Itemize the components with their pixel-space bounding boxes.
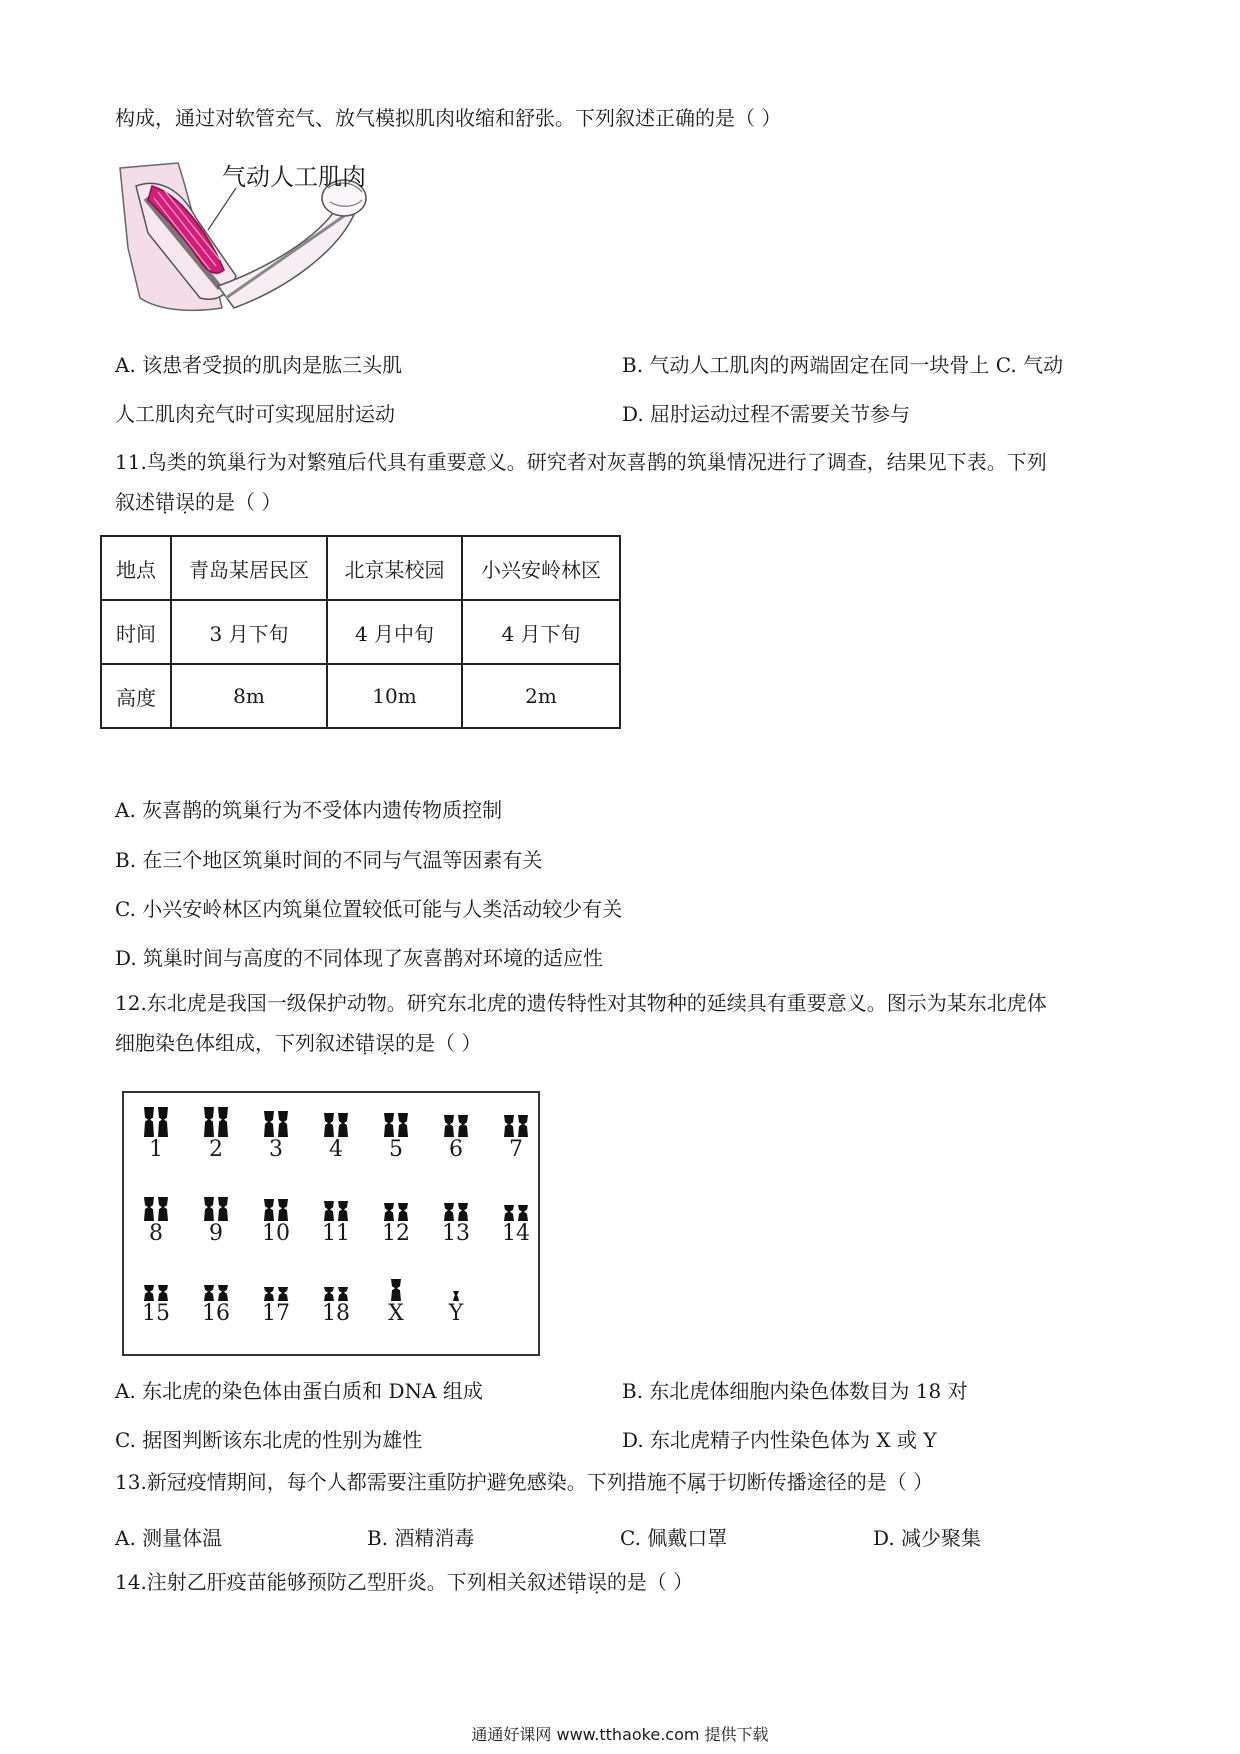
chromosome-pair bbox=[376, 1187, 416, 1247]
chromosome-label: 10 bbox=[262, 1221, 290, 1246]
chromosome-label: 18 bbox=[322, 1301, 350, 1326]
chromosome-label: 11 bbox=[322, 1221, 350, 1246]
q13-stem-post: 于切断传播途径的是（ ） bbox=[706, 1470, 934, 1494]
chromosome-pair bbox=[436, 1103, 476, 1163]
chromosome-label: 7 bbox=[509, 1137, 523, 1162]
chromosome-shape bbox=[384, 1203, 394, 1221]
q11-stem-line2 bbox=[115, 487, 281, 517]
emphasis-char: 误 bbox=[175, 490, 195, 514]
q12-stem-post: 的是（ ） bbox=[395, 1031, 482, 1055]
chromosome-label: 1 bbox=[149, 1137, 163, 1162]
emphasis-char: 不 bbox=[666, 1470, 687, 1494]
chromosome-shape bbox=[398, 1203, 408, 1221]
table-row bbox=[101, 664, 620, 728]
chromosome-shape bbox=[324, 1113, 334, 1137]
chromosome-label: 17 bbox=[262, 1301, 290, 1326]
chromosome-shape bbox=[338, 1113, 348, 1137]
q14-stem bbox=[115, 1567, 693, 1597]
chromosome-pair bbox=[436, 1267, 476, 1327]
chromosome-shape bbox=[444, 1203, 454, 1221]
chromosome-label: 4 bbox=[329, 1137, 343, 1162]
table-cell: 小兴安岭林区 bbox=[462, 536, 620, 600]
chromosome-label: 3 bbox=[269, 1137, 283, 1162]
table-row bbox=[101, 536, 620, 600]
chromosome-shape bbox=[144, 1107, 154, 1137]
chromosome-label: 16 bbox=[202, 1301, 230, 1326]
table-cell: 时间 bbox=[101, 600, 171, 664]
chromosome-icon bbox=[440, 1267, 472, 1301]
chromosome-icon bbox=[260, 1267, 292, 1301]
chromosome-shape bbox=[458, 1203, 468, 1221]
chromosome-shape bbox=[158, 1285, 168, 1301]
chromosome-shape bbox=[504, 1205, 514, 1221]
table-cell: 高度 bbox=[101, 664, 171, 728]
q14-stem-post: 的是（ ） bbox=[606, 1570, 694, 1594]
q12-stem-pre: 细胞染色体组成，下列叙述 bbox=[115, 1031, 355, 1055]
karyotype-figure bbox=[122, 1091, 540, 1356]
chromosome-icon bbox=[140, 1103, 172, 1137]
emphasis-char: 错 bbox=[566, 1570, 587, 1594]
table-cell: 8m bbox=[171, 664, 327, 728]
chromosome-pair bbox=[376, 1267, 416, 1327]
q11-stem-line1: 11.鸟类的筑巢行为对繁殖后代具有重要意义。研究者对灰喜鹊的筑巢情况进行了调查，结果见下表。下列 bbox=[115, 450, 1047, 474]
q10-stem-line: 构成，通过对软管充气、放气模拟肌肉收缩和舒张。下列叙述正确的是（ ） bbox=[115, 106, 782, 130]
chromosome-shape bbox=[264, 1111, 274, 1137]
chromosome-shape bbox=[278, 1287, 288, 1301]
q10-option-c: 人工肌肉充气时可实现屈肘运动 bbox=[115, 402, 395, 426]
q10-option-a: A. 该患者受损的肌肉是肱三头肌 bbox=[115, 353, 403, 377]
chromosome-pair bbox=[496, 1103, 536, 1163]
chromosome-shape bbox=[324, 1287, 334, 1301]
chromosome-icon bbox=[380, 1187, 412, 1221]
chromosome-shape bbox=[264, 1287, 274, 1301]
chromosome-icon bbox=[320, 1187, 352, 1221]
chromosome-shape bbox=[158, 1197, 168, 1221]
chromosome-pair bbox=[136, 1103, 176, 1163]
q12-option-a: A. 东北虎的染色体由蛋白质和 DNA 组成 bbox=[115, 1379, 483, 1403]
chromosome-icon bbox=[140, 1187, 172, 1221]
table-cell: 青岛某居民区 bbox=[171, 536, 327, 600]
chromosome-icon bbox=[440, 1187, 472, 1221]
chromosome-shape bbox=[144, 1197, 154, 1221]
table-cell: 地点 bbox=[101, 536, 171, 600]
chromosome-shape bbox=[218, 1285, 228, 1301]
chromosome-shape bbox=[218, 1197, 228, 1221]
chromosome-icon bbox=[140, 1267, 172, 1301]
q12-option-b: B. 东北虎体细胞内染色体数目为 18 对 bbox=[622, 1379, 968, 1403]
chromosome-shape bbox=[453, 1291, 459, 1301]
chromosome-pair bbox=[196, 1103, 236, 1163]
q12-option-d: D. 东北虎精子内性染色体为 X 或 Y bbox=[622, 1428, 937, 1452]
table-row bbox=[101, 600, 620, 664]
chromosome-pair bbox=[136, 1267, 176, 1327]
chromosome-label: X bbox=[388, 1301, 404, 1326]
table-cell: 3 月下旬 bbox=[171, 600, 327, 664]
chromosome-pair bbox=[316, 1187, 356, 1247]
chromosome-icon bbox=[260, 1103, 292, 1137]
chromosome-label: 9 bbox=[209, 1221, 223, 1246]
q10-option-d: D. 屈肘运动过程不需要关节参与 bbox=[622, 402, 911, 426]
chromosome-shape bbox=[458, 1115, 468, 1137]
chromosome-shape bbox=[338, 1287, 348, 1301]
chromosome-shape bbox=[384, 1113, 394, 1137]
q11-option-a: A. 灰喜鹊的筑巢行为不受体内遗传物质控制 bbox=[115, 798, 503, 822]
chromosome-label: 2 bbox=[209, 1137, 223, 1162]
footer-text: 通通好课网 www.tthaoke.com 提供下载 bbox=[471, 1725, 769, 1744]
chromosome-shape bbox=[324, 1201, 334, 1221]
chromosome-shape bbox=[398, 1113, 408, 1137]
chromosome-shape bbox=[278, 1111, 288, 1137]
chromosome-shape bbox=[204, 1107, 214, 1137]
chromosome-pair bbox=[316, 1267, 356, 1327]
chromosome-shape bbox=[518, 1205, 528, 1221]
chromosome-shape bbox=[204, 1285, 214, 1301]
q12-option-c: C. 据图判断该东北虎的性别为雄性 bbox=[115, 1428, 423, 1452]
nesting-table bbox=[100, 535, 621, 729]
table-cell: 4 月中旬 bbox=[327, 600, 462, 664]
chromosome-pair bbox=[136, 1187, 176, 1247]
chromosome-pair bbox=[316, 1103, 356, 1163]
q12-stem-line2 bbox=[115, 1028, 481, 1058]
chromosome-pair bbox=[196, 1187, 236, 1247]
chromosome-label: 14 bbox=[502, 1221, 530, 1246]
q13-stem bbox=[115, 1467, 933, 1497]
table-cell: 2m bbox=[462, 664, 620, 728]
table-cell: 10m bbox=[327, 664, 462, 728]
chromosome-pair bbox=[376, 1103, 416, 1163]
chromosome-shape bbox=[204, 1197, 214, 1221]
chromosome-shape bbox=[144, 1285, 154, 1301]
q10-option-b: B. 气动人工肌肉的两端固定在同一块骨上 C. 气动 bbox=[622, 353, 1064, 377]
chromosome-shape bbox=[338, 1201, 348, 1221]
emphasis-char: 错 bbox=[355, 1031, 375, 1055]
chromosome-icon bbox=[200, 1103, 232, 1137]
chromosome-icon bbox=[500, 1187, 532, 1221]
emphasis-char: 误 bbox=[586, 1570, 607, 1594]
chromosome-shape bbox=[264, 1199, 274, 1221]
emphasis-char: 错 bbox=[155, 490, 175, 514]
chromosome-label: Y bbox=[448, 1301, 464, 1326]
chromosome-icon bbox=[200, 1187, 232, 1221]
q13-option-c: C. 佩戴口罩 bbox=[620, 1526, 728, 1550]
table-cell: 北京某校园 bbox=[327, 536, 462, 600]
q13-option-a: A. 测量体温 bbox=[115, 1526, 223, 1550]
chromosome-icon bbox=[200, 1267, 232, 1301]
table-cell: 4 月下旬 bbox=[462, 600, 620, 664]
q11-option-b: B. 在三个地区筑巢时间的不同与气温等因素有关 bbox=[115, 848, 543, 872]
figure-label: 气动人工肌肉 bbox=[222, 163, 366, 191]
chromosome-label: 6 bbox=[449, 1137, 463, 1162]
emphasis-char: 属 bbox=[686, 1470, 707, 1494]
q14-stem-pre: 14.注射乙肝疫苗能够预防乙型肝炎。下列相关叙述 bbox=[115, 1570, 567, 1594]
chromosome-label: 13 bbox=[442, 1221, 470, 1246]
q11-stem-pre: 叙述 bbox=[115, 490, 155, 514]
q13-option-b: B. 酒精消毒 bbox=[367, 1526, 475, 1550]
chromosome-icon bbox=[320, 1103, 352, 1137]
chromosome-icon bbox=[500, 1103, 532, 1137]
emphasis-char: 误 bbox=[375, 1031, 395, 1055]
chromosome-icon bbox=[260, 1187, 292, 1221]
chromosome-icon bbox=[320, 1267, 352, 1301]
chromosome-shape bbox=[444, 1115, 454, 1137]
chromosome-pair bbox=[196, 1267, 236, 1327]
chromosome-pair bbox=[256, 1187, 296, 1247]
chromosome-label: 12 bbox=[382, 1221, 410, 1246]
chromosome-shape bbox=[278, 1199, 288, 1221]
chromosome-pair bbox=[256, 1267, 296, 1327]
q13-option-d: D. 减少聚集 bbox=[873, 1526, 982, 1550]
chromosome-icon bbox=[440, 1103, 472, 1137]
q13-stem-pre: 13.新冠疫情期间，每个人都需要注重防护避免感染。下列措施 bbox=[115, 1470, 667, 1494]
q12-stem-line1: 12.东北虎是我国一级保护动物。研究东北虎的遗传特性对其物种的延续具有重要意义。图示为某东北虎体 bbox=[115, 991, 1047, 1015]
q11-option-d: D. 筑巢时间与高度的不同体现了灰喜鹊对环境的适应性 bbox=[115, 946, 604, 970]
chromosome-shape bbox=[218, 1107, 228, 1137]
chromosome-pair bbox=[436, 1187, 476, 1247]
chromosome-label: 15 bbox=[142, 1301, 170, 1326]
chromosome-icon bbox=[380, 1267, 412, 1301]
chromosome-shape bbox=[504, 1115, 514, 1137]
q11-stem-post: 的是（ ） bbox=[195, 490, 282, 514]
chromosome-icon bbox=[380, 1103, 412, 1137]
chromosome-label: 5 bbox=[389, 1137, 403, 1162]
chromosome-shape bbox=[158, 1107, 168, 1137]
chromosome-pair bbox=[256, 1103, 296, 1163]
chromosome-shape bbox=[518, 1115, 528, 1137]
chromosome-label: 8 bbox=[149, 1221, 163, 1246]
chromosome-shape bbox=[391, 1279, 401, 1301]
q11-option-c: C. 小兴安岭林区内筑巢位置较低可能与人类活动较少有关 bbox=[115, 897, 623, 921]
chromosome-pair bbox=[496, 1187, 536, 1247]
